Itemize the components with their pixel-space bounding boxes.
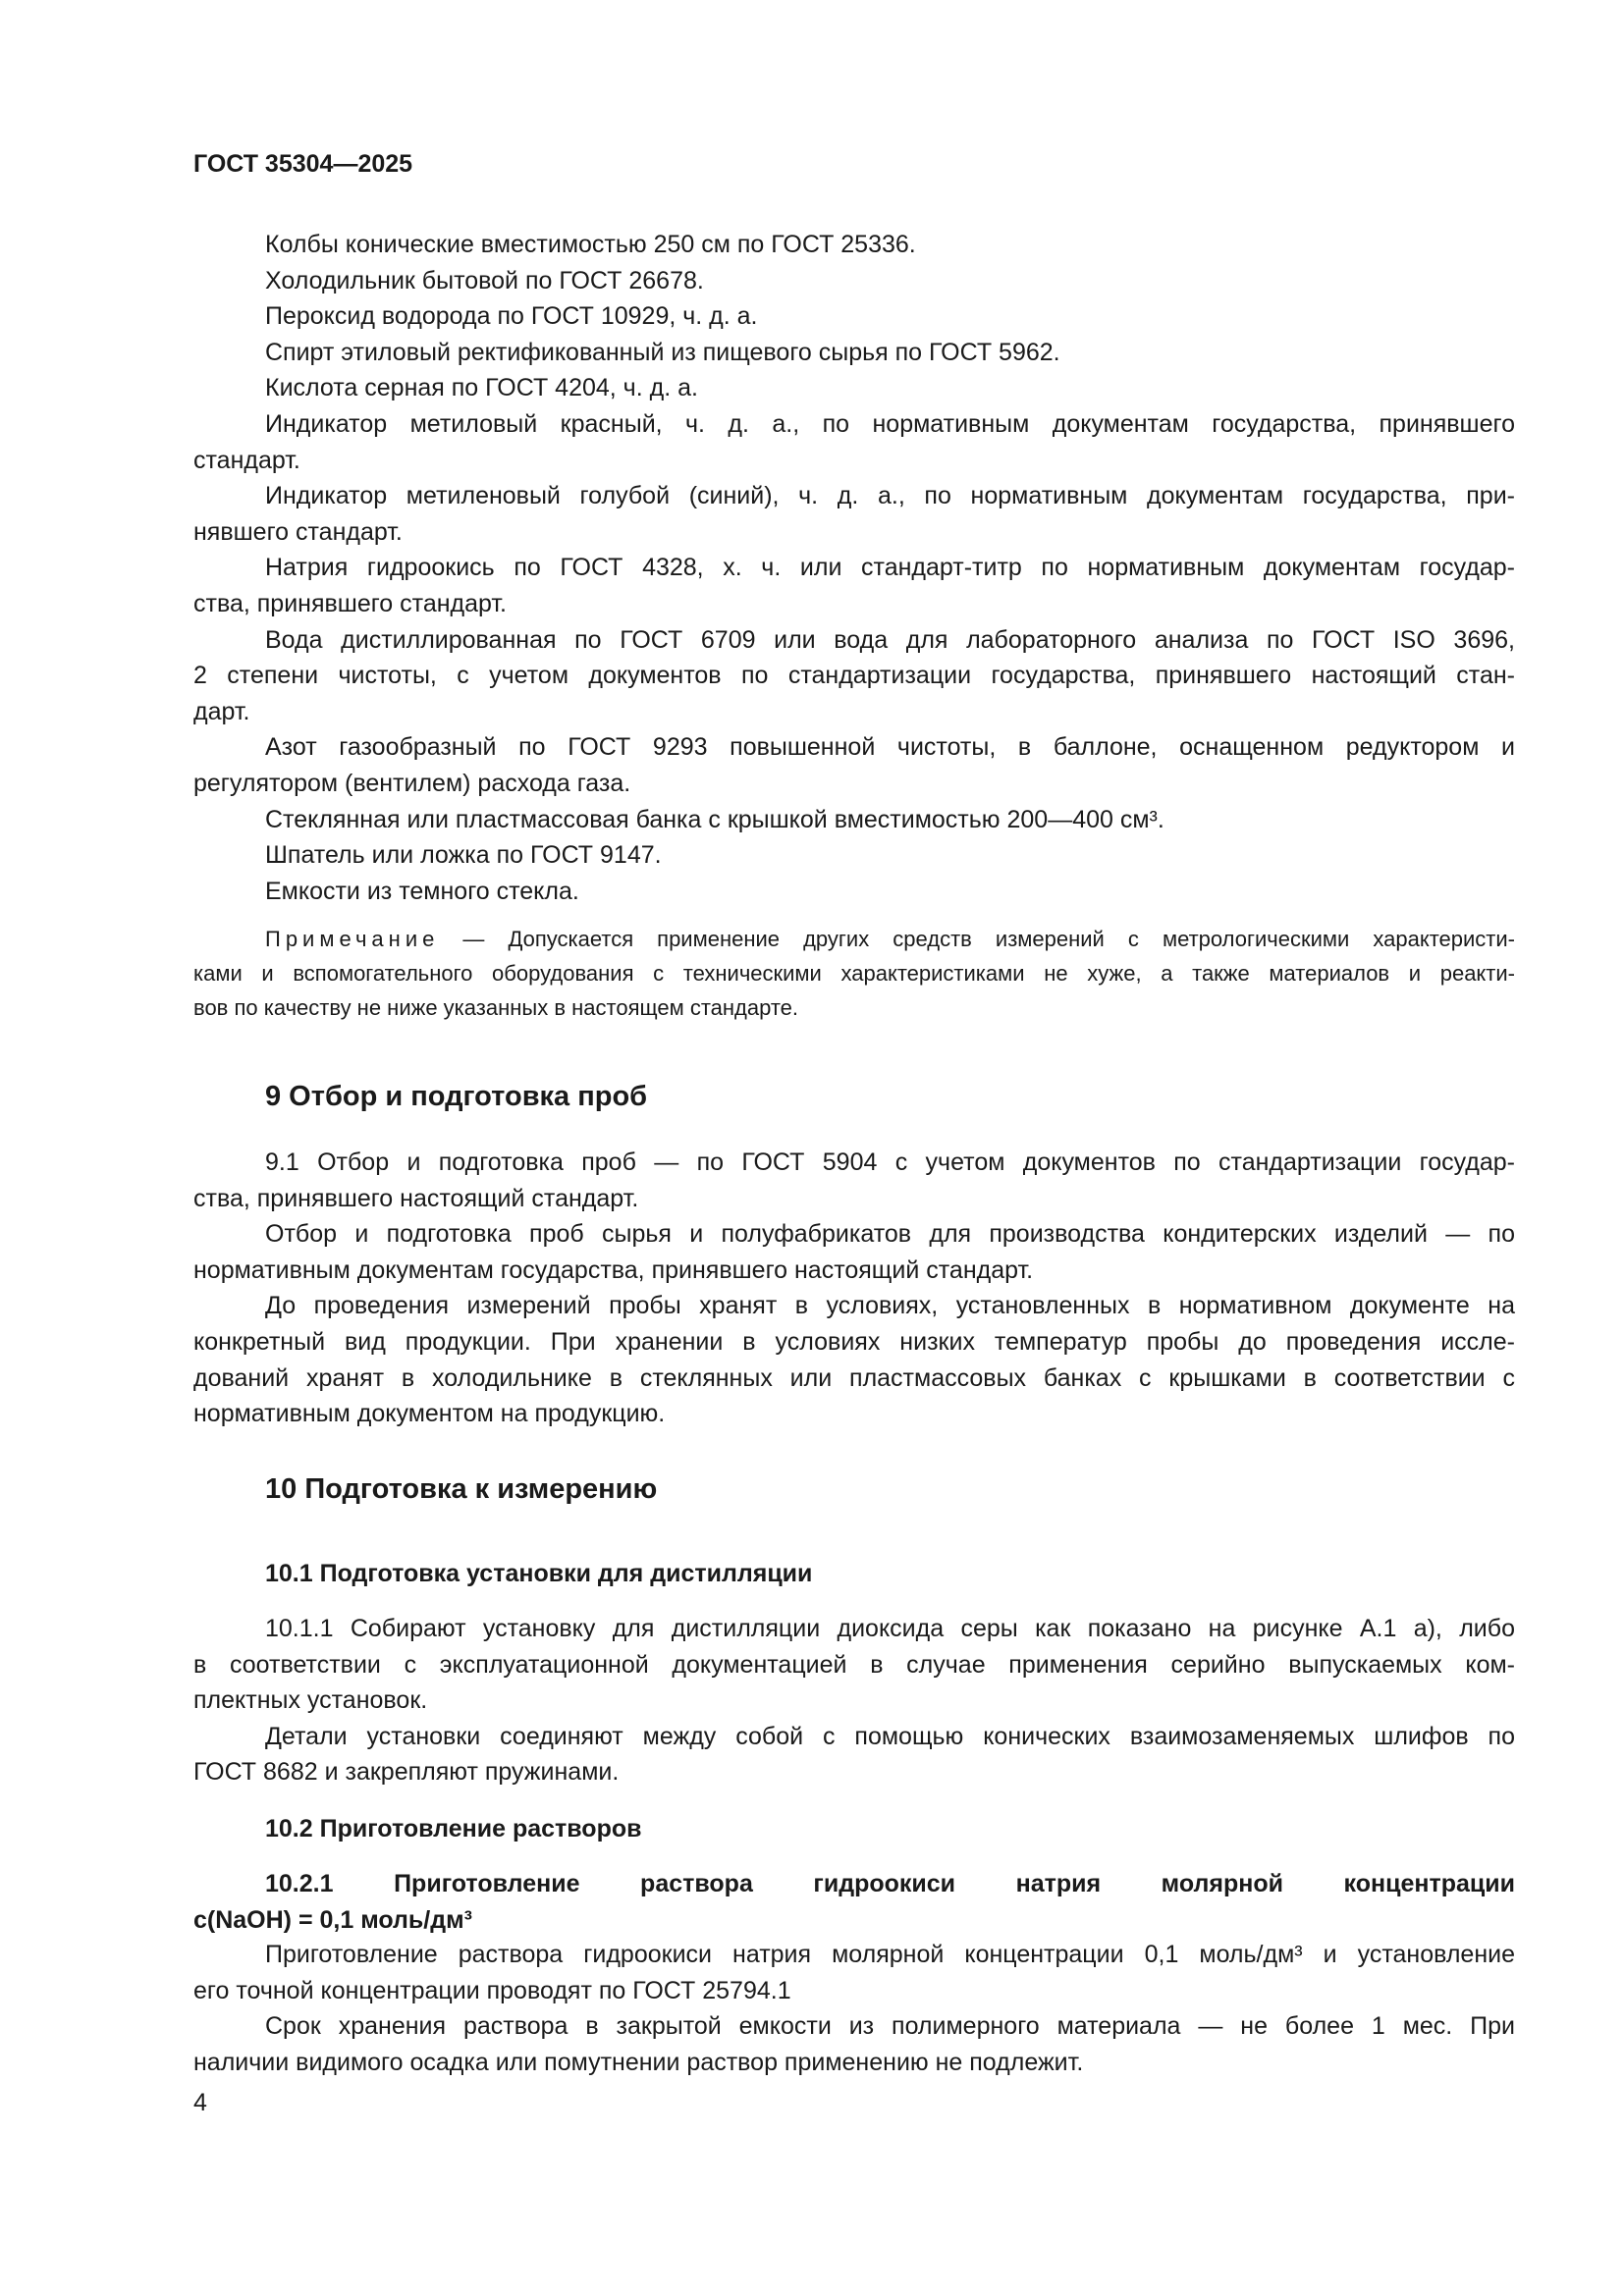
text-line: c(NaOH) = 0,1 моль/дм³ <box>193 1905 472 1934</box>
text-line: конкретный вид продукции. При хранении в условиях низких температур пробы до проведения иссле- <box>193 1327 1515 1356</box>
text-line: нормативным документам государства, принявшего настоящий стандарт. <box>193 1255 1034 1284</box>
page-number: 4 <box>193 2089 207 2116</box>
text-line: дований хранят в холодильнике в стеклянных или пластмассовых банках с крышками в соответствии с <box>193 1363 1515 1392</box>
section-9-heading: 9 Отбор и подготовка проб <box>265 1081 648 1112</box>
text-line: 10.2.1 Приготовление раствора гидроокиси натрия молярной концентрации <box>265 1870 1515 1897</box>
text-line: Пероксид водорода по ГОСТ 10929, ч. д. а. <box>265 302 758 331</box>
text-line: плектных установок. <box>193 1686 428 1715</box>
text-line: ГОСТ 8682 и закрепляют пружинами. <box>193 1758 620 1787</box>
text-line: в соответствии с эксплуатационной документацией в случае применения серийно выпускаемых ком- <box>193 1650 1515 1679</box>
materials-list <box>193 227 1515 909</box>
text-line: Отбор и подготовка проб сырья и полуфабрикатов для производства кондитерских изделий — по <box>265 1220 1515 1249</box>
text-line: наличии видимого осадка или помутнении раствор применению не подлежит. <box>193 2048 1084 2076</box>
text-line: Азот газообразный по ГОСТ 9293 повышенной чистоты, в баллоне, оснащенном редуктором и <box>265 733 1515 762</box>
text-line: Колбы конические вместимостью 250 см по ГОСТ 25336. <box>265 231 916 258</box>
text-line: Спирт этиловый ректификованный из пищевого сырья по ГОСТ 5962. <box>265 338 1060 366</box>
text-line: Индикатор метиленовый голубой (синий), ч. д. а., по нормативным документам государства, при- <box>265 482 1515 510</box>
text-line: ства, принявшего настоящий стандарт. <box>193 1184 639 1212</box>
text-line: дарт. <box>193 697 250 725</box>
text-line: Срок хранения раствора в закрытой емкости из полимерного материала — не более 1 мес. При <box>265 2012 1515 2041</box>
text-line: нормативным документом на продукцию. <box>193 1400 666 1428</box>
section-10-2-heading: 10.2 Приготовление растворов <box>265 1815 642 1842</box>
section-9-body <box>193 1145 1515 1432</box>
text-line: До проведения измерений пробы хранят в условиях, установленных в нормативном документе на <box>265 1292 1515 1320</box>
text-line: ства, принявшего стандарт. <box>193 589 508 617</box>
note-line: ками и вспомогательного оборудования с техническими характеристиками не хуже, а также материалов и реакти- <box>193 961 1515 986</box>
text-line: 10.1.1 Собирают установку для дистилляции диоксида серы как показано на рисунке А.1 а), либо <box>265 1615 1515 1642</box>
section-10-heading: 10 Подготовка к измерению <box>265 1473 658 1505</box>
text-line: 9.1 Отбор и подготовка проб — по ГОСТ 5904 с учетом документов по стандартизации государ- <box>265 1148 1515 1176</box>
text-line: Шпатель или ложка по ГОСТ 9147. <box>265 841 662 870</box>
text-line: Натрия гидроокись по ГОСТ 4328, х. ч. или стандарт-титр по нормативным документам государ- <box>265 554 1515 582</box>
text-line: Холодильник бытовой по ГОСТ 26678. <box>265 266 704 294</box>
text-line: 2 степени чистоты, с учетом документов по стандартизации государства, принявшего настоящий стан- <box>193 662 1515 690</box>
note-line: вов по качеству не ниже указанных в настоящем стандарте. <box>193 995 799 1020</box>
text-line: Стеклянная или пластмассовая банка с крышкой вместимостью 200—400 см³. <box>265 805 1164 833</box>
text-line: Кислота серная по ГОСТ 4204, ч. д. а. <box>265 374 698 402</box>
section-10-2-1-heading <box>193 1866 1515 1938</box>
note-label: Примечание <box>265 927 440 951</box>
text-line: Емкости из темного стекла. <box>265 877 579 905</box>
text-line: Индикатор метиловый красный, ч. д. а., по нормативным документам государства, принявшего <box>265 409 1515 438</box>
text-line: стандарт. <box>193 446 300 474</box>
note-line: Примечание — Допускается применение других средств измерений с метрологическими характеристи- <box>265 927 1515 951</box>
text-line: Приготовление раствора гидроокиси натрия молярной концентрации 0,1 моль/дм³ и установление <box>265 1941 1515 1968</box>
section-10-1-heading: 10.1 Подготовка установки для дистилляции <box>265 1560 813 1587</box>
note <box>193 922 1515 1025</box>
section-10-1-body <box>193 1611 1515 1790</box>
text-line: нявшего стандарт. <box>193 517 403 546</box>
text-line: Вода дистиллированная по ГОСТ 6709 или вода для лабораторного анализа по ГОСТ ISO 3696, <box>265 625 1515 654</box>
section-10-2-1-body <box>193 1937 1515 2080</box>
document-header: ГОСТ 35304—2025 <box>193 150 413 178</box>
text-line: регулятором (вентилем) расхода газа. <box>193 769 631 797</box>
text-line: его точной концентрации проводят по ГОСТ 25794.1 <box>193 1976 791 2004</box>
text-line: Детали установки соединяют между собой с помощью конических взаимозаменяемых шлифов по <box>265 1722 1515 1750</box>
